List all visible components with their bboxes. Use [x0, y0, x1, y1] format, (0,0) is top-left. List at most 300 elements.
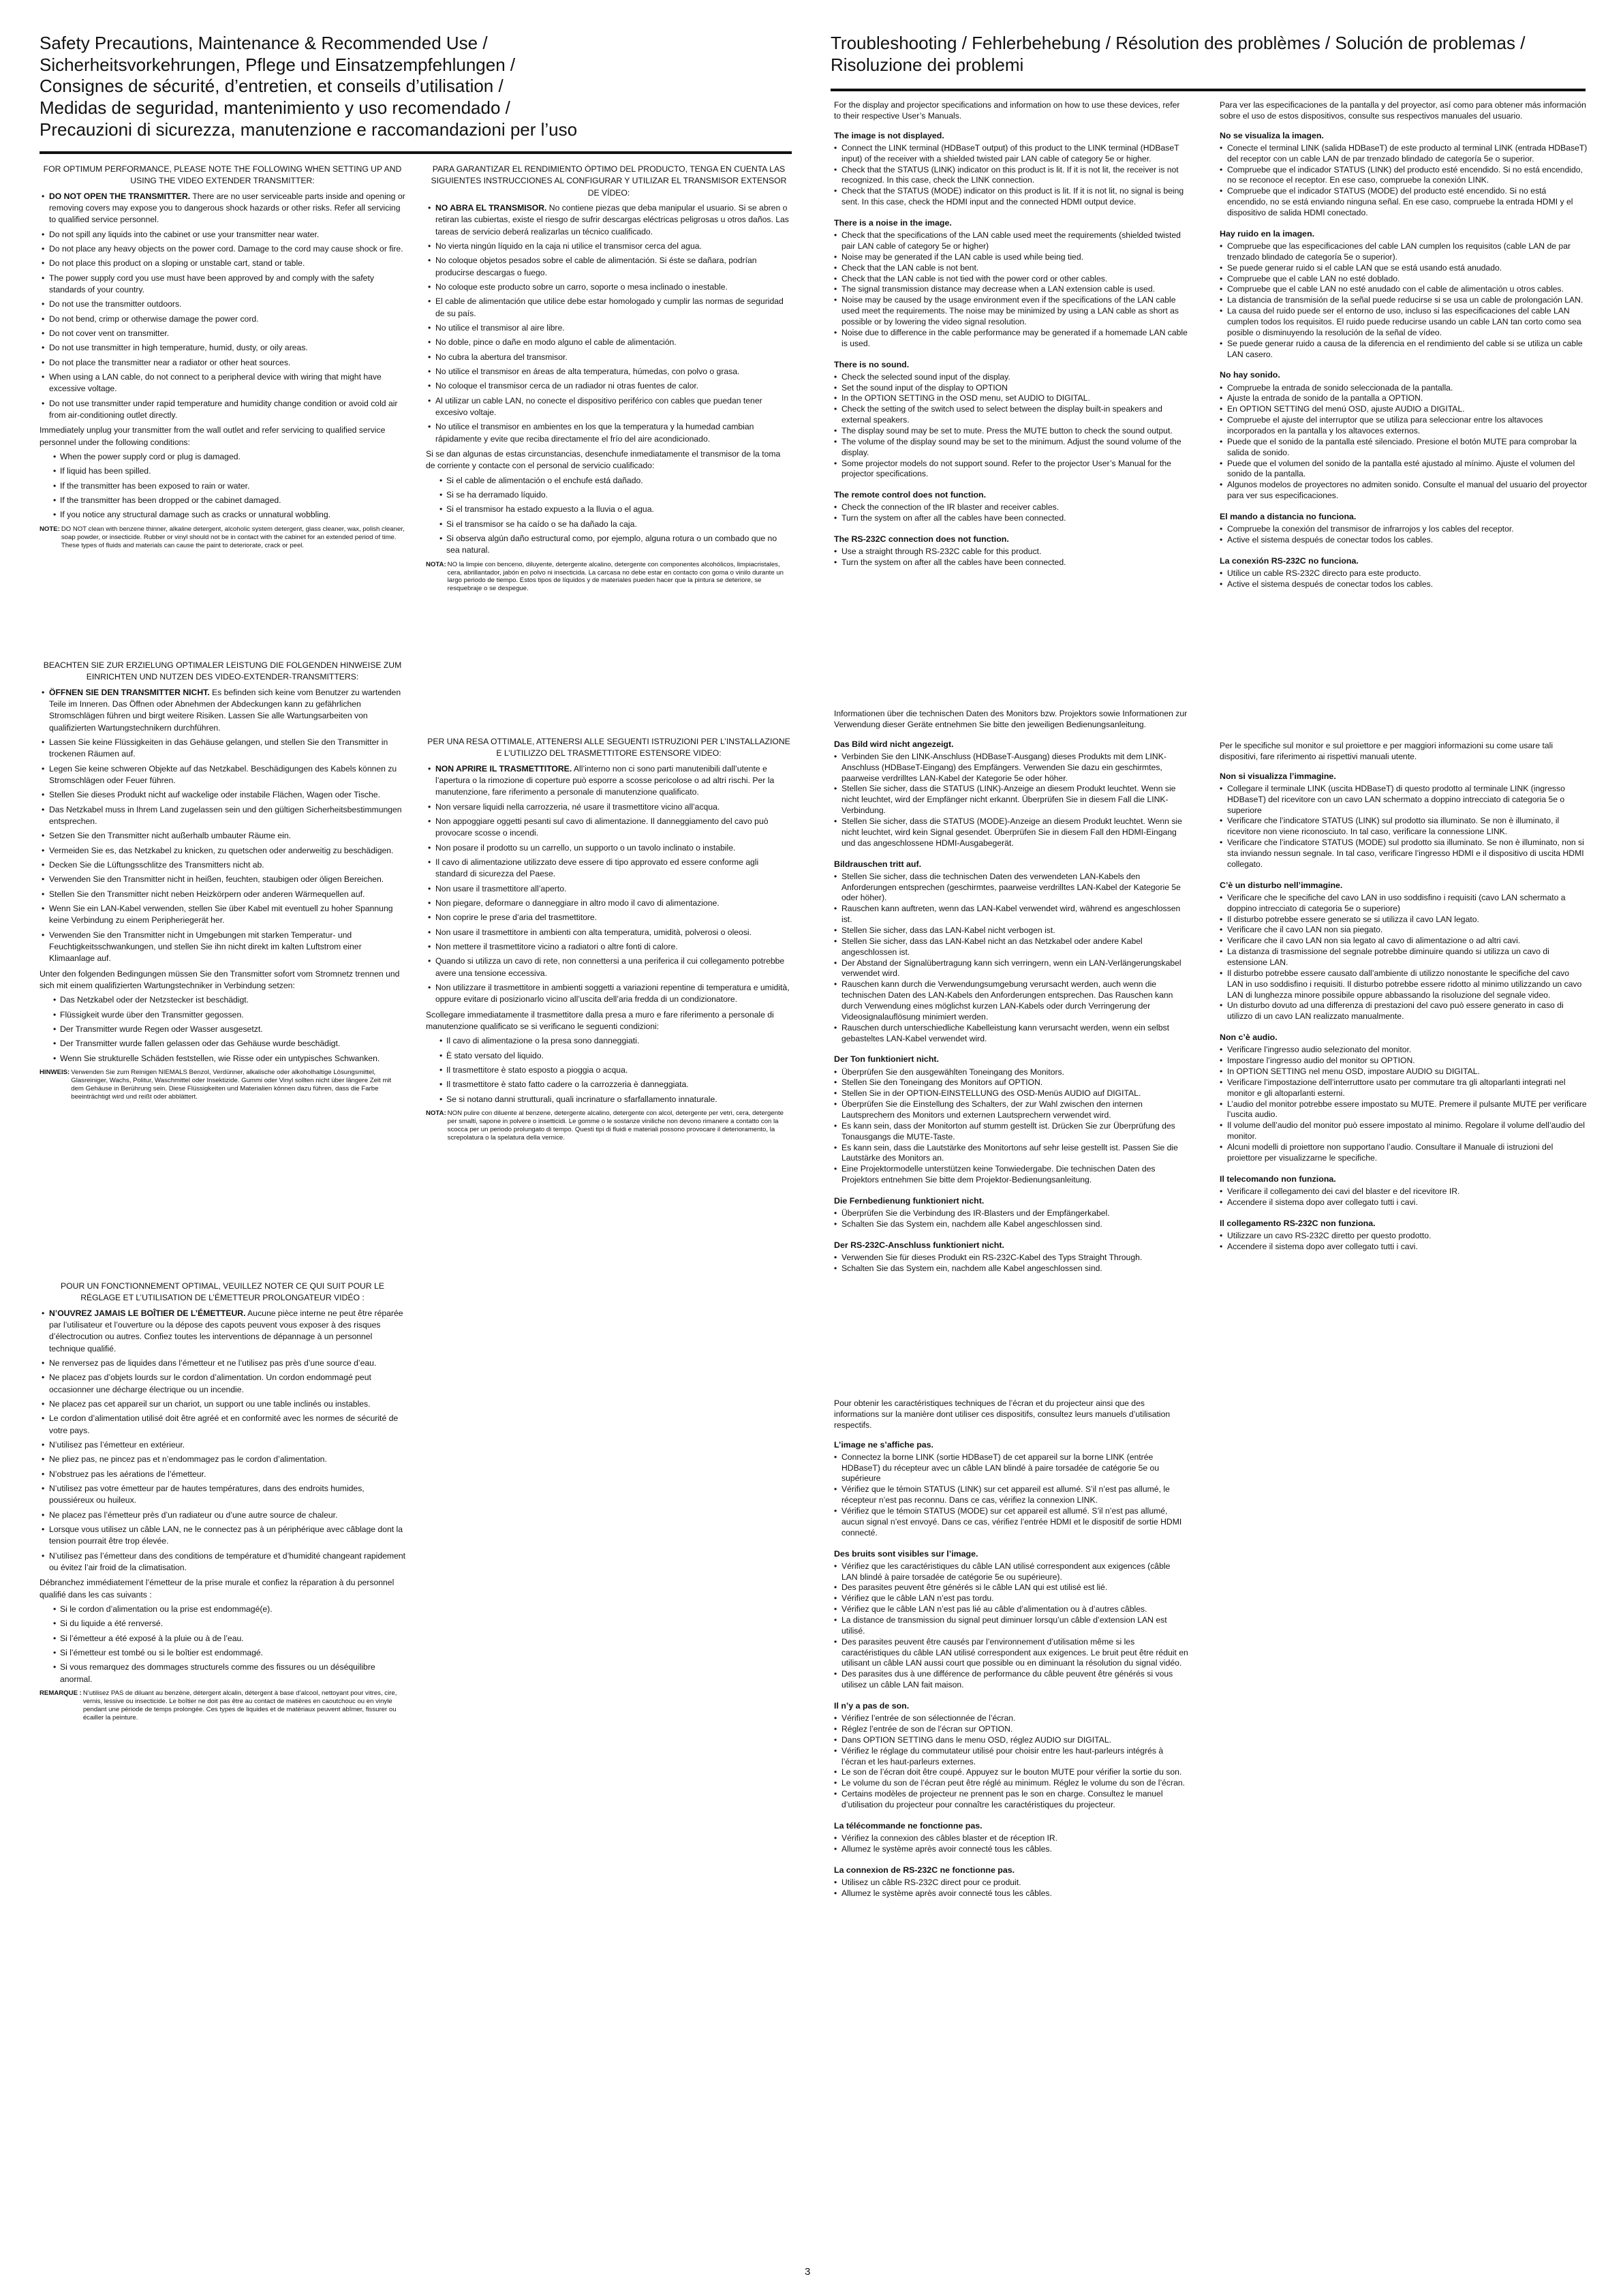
safety-item-text: Do not use the transmitter outdoors.: [49, 299, 182, 309]
safety-es-block: [426, 164, 792, 593]
solution-item: • Überprüfen Sie den ausgewählten Toneingang des Monitors.: [834, 1067, 1188, 1078]
solution-item: • Set the sound input of the display to OPTION: [834, 383, 1188, 394]
safety-item: [40, 1483, 405, 1507]
problem-heading: Des bruits sont visibles sur l’image.: [834, 1548, 978, 1559]
troubleshooting-hint: For the display and projector specifications and information on how to use these devices, refer to their respective User’s Manuals.: [834, 100, 1180, 121]
safety-list: [40, 1308, 405, 1574]
safety-list: [426, 763, 792, 1006]
condition-item: • Si se ha derramado líquido.: [438, 489, 792, 501]
problem-group: [834, 1195, 1188, 1230]
safety-item-bold: DO NOT OPEN THE TRANSMITTER.: [49, 191, 191, 201]
solution-item: • Rauschen durch unterschiedliche Kabelleistung kann verursacht werden, wenn ein selbst gebasteltes LAN-Kabel verwendet wird.: [834, 1023, 1188, 1045]
problem-heading: Die Fernbedienung funktioniert nicht.: [834, 1196, 985, 1206]
title-line: Precauzioni di sicurezza, manutenzione e raccomandazioni per l’uso: [40, 119, 578, 140]
condition-item: • Il cavo di alimentazione o la presa sono danneggiati.: [438, 1035, 792, 1047]
safety-item-text: N’obstruez pas les aérations de l’émetteur.: [49, 1469, 206, 1479]
safety-item: [40, 1524, 405, 1548]
problem-group: [834, 1865, 1188, 1899]
solution-item: • Compruebe que el indicador STATUS (LINK) del producto esté encendido. Si no está encendido, no se reconoce el receptor. En ese caso, compruebe la conexión LINK.: [1220, 165, 1588, 187]
safety-item: [40, 299, 405, 310]
solution-item: • Allumez le système après avoir connecté tous les câbles.: [834, 1888, 1188, 1899]
problem-heading: The RS-232C connection does not function.: [834, 534, 1009, 545]
note-label: REMARQUE :: [40, 1689, 82, 1697]
solution-item: • Check the selected sound input of the display.: [834, 372, 1188, 383]
solution-item: • Schalten Sie das System ein, nachdem alle Kabel angeschlossen sind.: [834, 1264, 1188, 1274]
problem-group: [1220, 228, 1588, 361]
safety-item: [40, 371, 405, 395]
safety-item: [40, 1469, 405, 1480]
solution-item: • Verificare l’ingresso audio selezionato del monitor.: [1220, 1045, 1588, 1056]
solution-item: • Connectez la borne LINK (sortie HDBaseT) de cet appareil sur la borne LINK (entrée HDBaseT) du récepteur avec un câble LAN blindé à paire torsadée de catégorie 5e ou supérieure: [834, 1452, 1188, 1485]
problem-heading: Non si visualizza l’immagine.: [1220, 771, 1336, 781]
solution-item: • Accendere il sistema dopo aver collegato tutti i cavi.: [1220, 1197, 1588, 1208]
solution-item: • Puede que el volumen del sonido de la pantalla esté ajustado al mínimo. Ajuste el volumen del sonido de la pantalla.: [1220, 459, 1588, 480]
solution-item: • Compruebe que las especificaciones del cable LAN cumplen los requisitos (cable LAN de par trenzado blindado de categoría 5e o superior).: [1220, 241, 1588, 263]
solution-item: • Allumez le système après avoir connecté tous les câbles.: [834, 1844, 1188, 1855]
problem-group: [1220, 555, 1588, 590]
safety-item: [40, 804, 405, 828]
safety-item: [426, 801, 792, 813]
safety-item-text: Do not place this product on a sloping or unstable cart, stand or table.: [49, 258, 305, 269]
problem-group: [1220, 511, 1588, 546]
solution-list: [1220, 1045, 1588, 1163]
solution-list: [834, 1452, 1188, 1539]
solution-item: • Check the setting of the switch used to select between the display built-in speakers and external speakers.: [834, 404, 1188, 426]
safety-item: [426, 955, 792, 979]
problem-heading: Il telecomando non funziona.: [1220, 1174, 1336, 1184]
solution-item: • Stellen Sie sicher, dass die STATUS (MODE)-Anzeige an diesem Produkt leuchtet. Wenn sie nicht leuchtet, wird kein Signal gesendet. Überprüfen Sie in diesem Fall den HDMI-Eingang und das angeschlossene HDMI-Ausgabegerät.: [834, 816, 1188, 849]
problem-group: [834, 1700, 1188, 1811]
condition-item: • Si vous remarquez des dommages structurels comme des fissures ou un déséquilibre anormal.: [52, 1662, 405, 1685]
safety-fr-block: [40, 1281, 405, 1722]
safety-item-text: Ne placez pas d’objets lourds sur le cordon d’alimentation. Un cordon endommagé peut occasionner une décharge électrique ou un incendie.: [49, 1373, 371, 1394]
safety-item: [40, 258, 405, 269]
problem-group: [1220, 1032, 1588, 1164]
problem-heading: There is a noise in the image.: [834, 218, 952, 228]
solution-item: • Stellen Sie den Toneingang des Monitors auf OPTION.: [834, 1077, 1188, 1088]
troubleshooting-title: [831, 33, 1601, 76]
safety-item-text: Non versare liquidi nella carrozzeria, né usare il trasmettitore vicino all’acqua.: [435, 801, 720, 812]
safety-item-bold: N’OUVREZ JAMAIS LE BOÎTIER DE L’ÉMETTEUR.: [49, 1308, 246, 1318]
note-text: N’utilisez PAS de diluant au benzène, détergent alcalin, détergent à base d’alcool, nettoyant pour vitres, cire, vernis, lessive ou insecticide. Le boîtier ne doit pas être au contact de matières en caoutchouc ou en vinyle pendant une période de temps prolongée. Ces types de liquides et de matériaux peuvent abîmer, fissurer ou écailler la peinture.: [82, 1689, 397, 1721]
solution-item: • Eine Projektormodelle unterstützen keine Tonwiedergabe. Die technischen Daten des Projektors entnehmen Sie bitte dem Projektor-Bedienungsanleitung.: [834, 1164, 1188, 1186]
safety-item-text: Le cordon d’alimentation utilisé doit être agréé et en conformité avec les normes de sécurité de votre pays.: [49, 1413, 399, 1435]
safety-item-bold: ÖFFNEN SIE DEN TRANSMITTER NICHT.: [49, 687, 210, 697]
solution-list: [1220, 568, 1588, 590]
title-line: Consignes de sécurité, d’entretien, et conseils d’utilisation /: [40, 76, 504, 97]
safety-item: [426, 281, 792, 293]
unplug-text: Débranchez immédiatement l’émetteur de la prise murale et confiez la réparation à du personnel qualifié dans les cas suivants :: [40, 1578, 395, 1599]
problem-heading: No hay sonido.: [1220, 370, 1280, 380]
solution-item: • Verwenden Sie für dieses Produkt ein RS-232C-Kabel des Typs Straight Through.: [834, 1253, 1188, 1264]
note-text: Verwenden Sie zum Reinigen NIEMALS Benzol, Verdünner, alkalische oder alkoholhaltige Lösungsmittel, Glasreiniger, Wachs, Politur, Waschmittel oder Insektizide. Gummi oder Vinyl sollten nicht über längere Zeit mit dem Gehäuse in Berührung sein. Diese Flüssigkeiten und Materialien können dazu führen, dass die Farbe beeinträchtigt wird und reißt oder abblättert.: [71, 1068, 392, 1101]
solution-list: [834, 1833, 1188, 1855]
safety-item-text: Setzen Sie den Transmitter nicht außerhalb umbauter Räume ein.: [49, 831, 291, 841]
solution-item: • Stellen Sie in der OPTION-EINSTELLUNG des OSD-Menüs AUDIO auf DIGITAL.: [834, 1088, 1188, 1099]
solution-item: • Vérifiez que le témoin STATUS (MODE) sur cet appareil est allumé. S’il n’est pas allumé, aucun signal n’est envoyé. Dans ce cas, vérifiez l’entrée HDMI et le dispositif de sortie HDMI connecté.: [834, 1506, 1188, 1539]
condition-item: • Si du liquide a été renversé.: [52, 1618, 405, 1629]
condition-item: • Si l’émetteur a été exposé à la pluie ou à de l’eau.: [52, 1633, 405, 1644]
solution-list: [834, 1561, 1188, 1691]
note-label: NOTA:: [426, 560, 446, 568]
solution-list: [834, 1878, 1188, 1899]
note-block: [426, 1109, 792, 1142]
safety-item: [426, 337, 792, 348]
safety-item: [426, 982, 792, 1006]
solution-list: [1220, 1187, 1588, 1208]
safety-item: [426, 883, 792, 895]
condition-item: • If the transmitter has been dropped or the cabinet damaged.: [52, 495, 405, 506]
safety-item-text: Das Netzkabel muss in Ihrem Land zugelassen sein und den gültigen Sicherheitsbestimmungen entsprechen.: [49, 804, 402, 826]
solution-item: • Algunos modelos de proyectores no admiten sonido. Consulte el manual del usuario del proyector para ver sus especificaciones.: [1220, 480, 1588, 502]
solution-item: • Verificare che le specifiche del cavo LAN in uso soddisfino i requisiti (cavo LAN schermato a doppino intrecciato di categoria 5e o superiore): [1220, 893, 1588, 915]
solution-item: • The display sound may be set to mute. Press the MUTE button to check the sound output.: [834, 426, 1188, 437]
solution-item: • Der Abstand der Signalübertragung kann sich verringern, wenn ein LAN-Verlängerungskabel verwendet wird.: [834, 958, 1188, 980]
problem-heading: Das Bild wird nicht angezeigt.: [834, 739, 954, 749]
note-block: [40, 1069, 405, 1101]
solution-item: • Connect the LINK terminal (HDBaseT output) of this product to the LINK terminal (HDBaseT input) of the receiver with a shielded twisted pair LAN cable of category 5e or higher.: [834, 143, 1188, 165]
solution-item: • Vérifiez que le câble LAN n’est pas tordu.: [834, 1593, 1188, 1604]
safety-item-text: Il cavo di alimentazione utilizzato deve essere di tipo approvato ed essere conforme agli standard di sicurezza del Paese.: [435, 857, 759, 879]
problem-heading: Der Ton funktioniert nicht.: [834, 1054, 939, 1065]
safety-item: [40, 845, 405, 857]
solution-item: • Turn the system on after all the cables have been connected.: [834, 557, 1188, 568]
problem-group: [834, 359, 1188, 480]
solution-item: • Alcuni modelli di proiettore non supportano l’audio. Consultare il Manuale di istruzioni del proiettore per visualizzarne le specifiche.: [1220, 1142, 1588, 1164]
safety-item-text: Non posare il prodotto su un carrello, un supporto o un tavolo inclinato o instabile.: [435, 842, 736, 853]
condition-item: • If the transmitter has been exposed to rain or water.: [52, 480, 405, 492]
note-block: [40, 525, 405, 550]
solution-list: [1220, 524, 1588, 546]
solution-item: • Il disturbo potrebbe essere generato se si utilizza il cavo LAN legato.: [1220, 915, 1588, 925]
solution-item: • Un disturbo dovuto ad una differenza di prestazioni del cavo può essere generato in caso di utilizzo di un cavo LAN realizzato manualmente.: [1220, 1000, 1588, 1022]
solution-list: [834, 872, 1188, 1045]
safety-item-text: Wenn Sie ein LAN-Kabel verwenden, stellen Sie über Kabel mit eventuell zu hoher Spannung keine Verbindung zu einem Peripheriegerät her.: [49, 903, 393, 925]
solution-item: • Accendere il sistema dopo aver collegato tutti i cavi.: [1220, 1242, 1588, 1253]
solution-item: • Utilizzare un cavo RS-232C diretto per questo prodotto.: [1220, 1231, 1588, 1242]
solution-item: • Ajuste la entrada de sonido de la pantalla a OPTION.: [1220, 393, 1588, 404]
solution-item: • En OPTION SETTING del menú OSD, ajuste AUDIO a DIGITAL.: [1220, 404, 1588, 415]
safety-item: [426, 421, 792, 445]
condition-list: [426, 1035, 792, 1105]
safety-item: [426, 941, 792, 953]
safety-title: [40, 33, 775, 141]
safety-item-text: Do not use transmitter in high temperature, humid, dusty, or oily areas.: [49, 343, 308, 353]
condition-item: • If you notice any structural damage such as cracks or unnatural wobbling.: [52, 509, 405, 521]
solution-item: • Stellen Sie sicher, dass das LAN-Kabel nicht verbogen ist.: [834, 925, 1188, 936]
safety-item-text: N’utilisez pas votre émetteur par de hautes températures, dans des endroits humides, poussiéreux ou huileux.: [49, 1483, 365, 1505]
solution-item: • Stellen Sie sicher, dass die technischen Daten des verwendeten LAN-Kabels den Anforderungen entsprechen (geschirmtes, paarweise verdrilltes LAN-Kabel der Kategorie 5e oder höher).: [834, 872, 1188, 904]
safety-item: [426, 857, 792, 881]
troubleshooting-fr-block: [834, 1398, 1188, 1909]
problem-group: [1220, 880, 1588, 1022]
safety-list: [40, 687, 405, 965]
problem-group: [834, 859, 1188, 1045]
solution-item: • Check that the specifications of the LAN cable used meet the requirements (shielded twisted pair LAN cable of category 5e or higher): [834, 230, 1188, 252]
solution-item: • Es kann sein, dass die Lautstärke des Monitortons auf sehr leise gestellt ist. Passen Sie die Lautstärke des Monitors an.: [834, 1143, 1188, 1165]
problem-group: [1220, 1174, 1588, 1208]
safety-item-text: No utilice el transmisor en áreas de alta temperatura, húmedas, con polvo o grasa.: [435, 366, 740, 376]
condition-list: [40, 994, 405, 1065]
solution-item: • In the OPTION SETTING in the OSD menu, set AUDIO to DIGITAL.: [834, 393, 1188, 404]
solution-item: • Active el sistema después de conectar todos los cables.: [1220, 535, 1588, 546]
note-text: DO NOT clean with benzene thinner, alkaline detergent, alcoholic system detergent, glass cleaner, wax, polish cleaner, soap powder, or insecticide. Rubber or vinyl should not be in contact with the cabinet for an extended period of time. These types of fluids and materials can cause the paint to deteriorate, crack or peel.: [61, 525, 405, 549]
safety-item-text: Do not place the transmitter near a radiator or other heat sources.: [49, 357, 291, 367]
solution-item: • La distanza di trasmissione del segnale potrebbe diminuire quando si utilizza un cavo di estensione LAN.: [1220, 947, 1588, 968]
solution-list: [834, 1713, 1188, 1811]
condition-item: • Si observa algún daño estructural como, por ejemplo, alguna rotura o un combado que no sea natural.: [438, 533, 792, 557]
solution-item: • Des parasites peuvent être causés par l’environnement d’utilisation même si les caractéristiques du câble LAN utilisé correspondent aux exigences. Le bruit peut être réduit en utilisant un câble LAN aussi court que possible ou en diminuant la résolution du signal vidéo.: [834, 1637, 1188, 1670]
unplug-text: Si se dan algunas de estas circunstancias, desenchufe inmediatamente el transmisor de la toma de corriente y contacte con el personal de servicio cualificado:: [426, 448, 781, 471]
solution-item: • Noise due to difference in the cable performance may be generated if a homemade LAN cable is used.: [834, 328, 1188, 350]
condition-list: [40, 451, 405, 521]
solution-item: • Compruebe la conexión del transmisor de infrarrojos y los cables del receptor.: [1220, 524, 1588, 535]
safety-item-text: No coloque objetos pesados sobre el cable de alimentación. Si éste se dañara, podrían producirse descargas o fuego.: [435, 256, 757, 277]
condition-item: • If liquid has been spilled.: [52, 465, 405, 477]
safety-item-text: The power supply cord you use must have been approved by and comply with the safety standards of your country.: [49, 273, 374, 294]
solution-item: • Certains modèles de projecteur ne prennent pas le son en charge. Consultez le manuel d’utilisation du projecteur pour connaître les caractéristiques du projecteur.: [834, 1789, 1188, 1811]
condition-item: • Si el cable de alimentación o el enchufe está dañado.: [438, 475, 792, 487]
safety-item: [40, 889, 405, 900]
safety-item: [40, 874, 405, 885]
solution-item: • Überprüfen Sie die Einstellung des Schalters, der zur Wahl zwischen den internen Lautsprechern des Monitors und externen Lautsprechern verwendet wird.: [834, 1099, 1188, 1121]
safety-item-text: Quando si utilizza un cavo di rete, non connettersi a una periferica il cui collegamento potrebbe avere una tensione eccessiva.: [435, 956, 785, 978]
solution-list: [834, 230, 1188, 349]
unplug-text: Immediately unplug your transmitter from the wall outlet and refer servicing to qualified service personnel under the following conditions:: [40, 425, 386, 447]
solution-list: [834, 752, 1188, 849]
problem-group: [834, 739, 1188, 849]
solution-item: • Puede que el sonido de la pantalla esté silenciado. Presione el botón MUTE para comprobar la salida de sonido.: [1220, 437, 1588, 459]
safety-item: [426, 395, 792, 419]
note-text: NO la limpie con benceno, diluyente, detergente alcalino, detergente con componentes alcohólicos, limpiacristales, cera, abrillantador, jabón en polvo ni insecticida. La carcasa no debe estar en contacto con goma o vinilo durante un largo periodo de tiempo. Estos tipos de líquidos y de materiales pueden hacer que la pintura se deteriore, se resquebraje o se despegue.: [447, 560, 784, 593]
solution-item: • Überprüfen Sie die Verbindung des IR-Blasters und der Empfängerkabel.: [834, 1208, 1188, 1219]
safety-item-text: El cable de alimentación que utilice debe estar homologado y cumplir las normas de seguridad de su país.: [435, 296, 784, 318]
condition-item: • Si el transmisor se ha caído o se ha dañado la caja.: [438, 519, 792, 530]
safety-item-text: Lassen Sie keine Flüssigkeiten in das Gehäuse gelangen, und stellen Sie den Transmitter in trockenen Räumen auf.: [49, 737, 388, 759]
safety-en-block: [40, 164, 405, 549]
solution-item: • Check that the LAN cable is not bent.: [834, 263, 1188, 274]
safety-item: [40, 763, 405, 787]
safety-item: [426, 842, 792, 854]
condition-item: • Il trasmettitore è stato esposto a pioggia o acqua.: [438, 1065, 792, 1076]
solution-item: • Compruebe que el cable LAN no esté doblado.: [1220, 274, 1588, 285]
solution-item: • Rauschen kann auftreten, wenn das LAN-Kabel verwendet wird, während es angeschlossen ist.: [834, 904, 1188, 925]
safety-item-text: Decken Sie die Lüftungsschlitze des Transmitters nicht ab.: [49, 859, 264, 870]
condition-item: • Si le cordon d’alimentation ou la prise est endommagé(e).: [52, 1604, 405, 1615]
title-line: Risoluzione dei problemi: [831, 54, 1024, 75]
condition-item: • Si el transmisor ha estado expuesto a la lluvia o el agua.: [438, 504, 792, 515]
condition-list: [426, 475, 792, 557]
problem-group: [1220, 130, 1588, 219]
safety-item: [426, 202, 792, 238]
problem-heading: Hay ruido en la imagen.: [1220, 228, 1315, 239]
problem-heading: La conexión RS-232C no funciona.: [1220, 555, 1359, 566]
condition-item: • Der Transmitter wurde Regen oder Wasser ausgesetzt.: [52, 1024, 405, 1035]
unplug-text: Unter den folgenden Bedingungen müssen Sie den Transmitter sofort vom Stromnetz trennen und sich mit einem qualifizierten Wartungstechniker in Verbindung setzen:: [40, 968, 400, 990]
solution-item: • Utilice un cable RS-232C directo para este producto.: [1220, 568, 1588, 579]
safety-item-text: There are no user serviceable parts inside and opening or removing covers may expose you to dangerous shock hazards or other risks. Refer all servicing to qualified service personnel.: [49, 191, 405, 225]
problem-heading: L’image ne s’affiche pas.: [834, 1439, 933, 1450]
safety-item-text: No coloque este producto sobre un carro, soporte o mesa inclinado o inestable.: [435, 281, 728, 292]
solution-list: [1220, 383, 1588, 502]
title-line: Sicherheitsvorkehrungen, Pflege und Einsatzempfehlungen /: [40, 54, 516, 75]
condition-item: • È stato versato del liquido.: [438, 1050, 792, 1062]
solution-item: • Impostare l’ingresso audio del monitor su OPTION.: [1220, 1056, 1588, 1067]
solution-item: • L’audio del monitor potrebbe essere impostato su MUTE. Premere il pulsante MUTE per verificare l’uscita audio.: [1220, 1099, 1588, 1121]
solution-item: • Verificare che il cavo LAN non sia legato al cavo di alimentazione o ad altri cavi.: [1220, 936, 1588, 947]
problem-heading: The image is not displayed.: [834, 130, 944, 140]
problem-heading: La connexion de RS-232C ne fonctionne pas.: [834, 1865, 1015, 1875]
safety-item: [40, 1550, 405, 1574]
safety-list: [40, 191, 405, 422]
safety-item: [40, 1413, 405, 1437]
problem-heading: El mando a distancia no funciona.: [1220, 512, 1357, 522]
problem-group: [834, 1548, 1188, 1691]
safety-item: [40, 737, 405, 761]
safety-item: [40, 342, 405, 354]
problem-group: [834, 1820, 1188, 1855]
problem-group: [834, 1054, 1188, 1186]
safety-item-text: No utilice el transmisor al aire libre.: [435, 322, 565, 333]
troubleshooting-hint: Pour obtenir les caractéristiques techniques de l’écran et du projecteur ainsi que des informations sur la manière dont utiliser ces dispositifs, consultez leurs manuels d’utilisation respectifs.: [834, 1398, 1171, 1430]
safety-item-text: No contiene piezas que deba manipular el usuario. Si se abren o retiran las cubiertas, existe el riesgo de sufrir descargas eléctricas peligrosas u otros daños. Las tareas de servicio deberá realizarlas un técnico cualificado.: [435, 202, 789, 236]
title-line: Medidas de seguridad, mantenimiento y uso recomendado /: [40, 97, 510, 119]
solution-item: • Verificare l’impostazione dell’interruttore usato per commutare tra gli altoparlanti integrati nel monitor e gli altoparlanti esterni.: [1220, 1077, 1588, 1099]
solution-item: • The volume of the display sound may be set to the minimum. Adjust the sound volume of the display.: [834, 437, 1188, 459]
solution-list: [834, 1253, 1188, 1274]
solution-item: • Verificare che l’indicatore STATUS (MODE) sul prodotto sia illuminato. Se non è illuminato, non si sta inviando nessun segnale. In tal caso, verificare l’ingresso HDMI e il dispositivo di uscita HDMI collegato.: [1220, 838, 1588, 870]
solution-item: • Compruebe que el cable LAN no esté anudado con el cable de alimentación u otros cables.: [1220, 284, 1588, 295]
safety-item-text: Non mettere il trasmettitore vicino a radiatori o altre fonti di calore.: [435, 941, 678, 951]
solution-item: • Verificare il collegamento dei cavi del blaster e del ricevitore IR.: [1220, 1187, 1588, 1197]
solution-item: • Some projector models do not support sound. Refer to the projector User’s Manual for the projector specifications.: [834, 459, 1188, 480]
safety-item-text: Stellen Sie dieses Produkt nicht auf wackelige oder instabile Flächen, Wagen oder Tische.: [49, 790, 380, 800]
safety-item: [40, 859, 405, 871]
condition-item: • Se si notano danni strutturali, quali incrinature o sfarfallamento innaturale.: [438, 1094, 792, 1105]
solution-list: [834, 1067, 1188, 1186]
solution-item: • Vérifiez l’entrée de son sélectionnée de l’écran.: [834, 1713, 1188, 1724]
title-line: Safety Precautions, Maintenance & Recommended Use /: [40, 33, 488, 53]
problem-group: [834, 217, 1188, 350]
problem-heading: Bildrauschen tritt auf.: [834, 859, 922, 869]
safety-item-text: Stellen Sie den Transmitter nicht neben Heizkörpern oder anderen Wärmequellen auf.: [49, 889, 365, 899]
problem-group: [834, 489, 1188, 524]
safety-item: [40, 328, 405, 339]
safety-item-text: Non coprire le prese d’aria del trasmettitore.: [435, 913, 598, 923]
solution-item: • La distance de transmission du signal peut diminuer lorsqu’un câble d’extension LAN est utilisé.: [834, 1615, 1188, 1637]
problem-heading: Il collegamento RS-232C non funziona.: [1220, 1218, 1376, 1228]
solution-item: • Check the connection of the IR blaster and receiver cables.: [834, 502, 1188, 513]
solution-item: • Compruebe que el indicador STATUS (MODE) del producto esté encendido. Si no está encendido, no se está enviando ninguna señal. En ese caso, compruebe la entrada HDMI y el dispositivo de salida HDMI conectado.: [1220, 186, 1588, 219]
safety-item-text: Verwenden Sie den Transmitter nicht in heißen, feuchten, staubigen oder öligen Bereichen.: [49, 874, 384, 885]
solution-item: • Il volume dell’audio del monitor può essere impostato al minimo. Regolare il volume dell’audio del monitor.: [1220, 1120, 1588, 1142]
solution-item: • Vérifiez que le câble LAN n’est pas lié au câble d’alimentation ou à d’autres câbles.: [834, 1604, 1188, 1615]
troubleshooting-title-rule: [831, 89, 1586, 91]
safety-item: [426, 241, 792, 252]
solution-item: • In OPTION SETTING nel menu OSD, impostare AUDIO su DIGITAL.: [1220, 1067, 1588, 1077]
problem-heading: Non c’è audio.: [1220, 1032, 1278, 1043]
safety-item-text: No utilice el transmisor en ambientes en los que la temperatura y la humedad cambian rápidamente y evite que reciba directamente el frío del aire acondicionado.: [435, 422, 754, 444]
safety-item: [426, 763, 792, 799]
safety-item-bold: NO ABRA EL TRANSMISOR.: [435, 202, 547, 213]
safety-intro: BEACHTEN SIE ZUR ERZIELUNG OPTIMALER LEISTUNG DIE FOLGENDEN HINWEISE ZUM EINRICHTEN UND NUTZEN DES VIDEO-EXTENDER-TRANSMITTERS:: [43, 660, 402, 682]
troubleshooting-hint: Per le specifiche sul monitor e sul proiettore e per maggiori informazioni su come usare tali dispositivi, fare riferimento ai rispettivi manuali utente.: [1220, 741, 1554, 761]
safety-item: [426, 255, 792, 279]
solution-item: • Collegare il terminale LINK (uscita HDBaseT) di questo prodotto al terminale LINK (ingresso HDBaseT) del ricevitore con un cavo LAN schermato a doppino intrecciato di categoria 5e o superiore: [1220, 784, 1588, 816]
safety-item-text: Lorsque vous utilisez un câble LAN, ne le connectez pas à un périphérique avec câblage dont la tension pourrait être trop élevée.: [49, 1524, 403, 1546]
solution-item: • Vérifiez le réglage du commutateur utilisé pour choisir entre les haut-parleurs intégrés à l’écran et les haut-parleurs externes.: [834, 1746, 1188, 1768]
safety-item-text: Ne placez pas l’émetteur près d’un radiateur ou d’une autre source de chaleur.: [49, 1510, 338, 1520]
solution-item: • Il disturbo potrebbe essere causato dall’ambiente di utilizzo nonostante le specifiche del cavo LAN in uso soddisfino i requisiti. Il disturbo potrebbe essere ridotto al minimo utilizzando un cavo LAN di lunghezza minore possibile oppure abbassando la risoluzione del segnale video.: [1220, 968, 1588, 1001]
solution-list: [834, 143, 1188, 208]
safety-item: [40, 191, 405, 226]
safety-item-text: No vierta ningún líquido en la caja ni utilice el transmisor cerca del agua.: [435, 241, 702, 251]
safety-item-text: Es befinden sich keine vom Benutzer zu wartenden Teile im Inneren. Das Öffnen oder Abnehmen der Abdeckungen kann zu gefährlichen Stromschlägen führen und birgt weitere Risiken. Lassen Sie alle Wartungsarbeiten von qualifizierten Wartungstechnikern durchführen.: [49, 687, 401, 733]
problem-heading: La télécommande ne fonctionne pas.: [834, 1820, 983, 1831]
safety-intro: PER UNA RESA OTTIMALE, ATTENERSI ALLE SEGUENTI ISTRUZIONI PER L’INSTALLAZIONE E L’UTILIZZO DEL TRASMETTITORE ESTENSORE VIDEO:: [427, 737, 790, 759]
solution-list: [834, 1208, 1188, 1230]
note-text: NON pulire con diluente al benzene, detergente alcalino, detergente con alcol, detergente per vetri, cera, detergente per smalti, sapone in polvere o insetticidi. Le gomme o le sostanze viniliche non devono rimanere a contatto con la scocca per un periodo prolungato di tempo. Questi tipi di fluidi e materiali possono provocare il deterioramento, la screpolatura o la spelatura della vernice.: [447, 1109, 784, 1142]
problem-heading: There is no sound.: [834, 359, 910, 369]
troubleshooting-hint: Informationen über die technischen Daten des Monitors bzw. Projektors sowie Informationen zur Verwendung dieser Geräte entnehmen Sie bitte den jeweiligen Bedienungsanleitung.: [834, 709, 1188, 729]
solution-item: • Vérifiez que les caractéristiques du câble LAN utilisé correspondent aux exigences (câble LAN blindé à paire torsadée de catégorie 5e ou supérieure).: [834, 1561, 1188, 1583]
solution-list: [1220, 241, 1588, 360]
safety-item-text: Ne renversez pas de liquides dans l’émetteur et ne l’utilisez pas près d’une source d’eau.: [49, 1358, 377, 1368]
solution-list: [1220, 1231, 1588, 1253]
problem-heading: C’è un disturbo nell’immagine.: [1220, 880, 1343, 890]
solution-item: • Des parasites dus à une différence de performance du câble peuvent être générés si vous utilisez un câble LAN fait maison.: [834, 1669, 1188, 1691]
safety-item-text: Ne placez pas cet appareil sur un chariot, un support ou une table inclinés ou instables.: [49, 1398, 371, 1409]
safety-item: [40, 1358, 405, 1369]
troubleshooting-it-block: [1220, 741, 1588, 1261]
safety-item: [40, 830, 405, 842]
solution-item: • Le son de l’écran doit être coupé. Appuyez sur le bouton MUTE pour vérifier la sortie du son.: [834, 1767, 1188, 1778]
solution-item: • Stellen Sie sicher, dass die STATUS (LINK)-Anzeige an diesem Produkt leuchtet. Wenn sie nicht leuchtet, wird der Empfänger nicht erkannt. Überprüfen Sie in diesem Fall die LINK-Verbindung.: [834, 784, 1188, 816]
safety-de-block: [40, 660, 405, 1101]
problem-group: [1220, 771, 1588, 870]
solution-item: • Verificare che l’indicatore STATUS (LINK) sul prodotto sia illuminato. Se non è illuminato, il ricevitore non viene riconosciuto. In tal caso, verificare la connessione LINK.: [1220, 816, 1588, 838]
safety-item: [40, 1372, 405, 1396]
safety-item-text: Verwenden Sie den Transmitter nicht in Umgebungen mit starken Temperatur- und Feuchtigkeitsschwankungen, und stellen Sie ihn nicht direkt im kalten Luftstrom einer Klimaanlage auf.: [49, 930, 362, 964]
note-label: NOTA:: [426, 1109, 446, 1117]
note-block: [40, 1689, 405, 1722]
safety-item: [426, 366, 792, 378]
troubleshooting-de-block: [834, 709, 1188, 1284]
solution-item: • Noise may be generated if the LAN cable is used while being tied.: [834, 252, 1188, 263]
solution-item: • Se puede generar ruido si el cable LAN que se está usando está anudado.: [1220, 263, 1588, 274]
safety-item: [40, 357, 405, 369]
solution-item: • The signal transmission distance may decrease when a LAN extension cable is used.: [834, 284, 1188, 295]
safety-item-text: Legen Sie keine schweren Objekte auf das Netzkabel. Beschädigungen des Kabels können zu Stromschlägen oder Feuer führen.: [49, 763, 397, 785]
condition-item: • Flüssigkeit wurde über den Transmitter gegossen.: [52, 1009, 405, 1021]
condition-item: • Wenn Sie strukturelle Schäden feststellen, wie Risse oder ein untypisches Schwanken.: [52, 1053, 405, 1065]
solution-item: • Utilisez un câble RS-232C direct pour ce produit.: [834, 1878, 1188, 1888]
unplug-text: Scollegare immediatamente il trasmettitore dalla presa a muro e fare riferimento a personale di manutenzione qualificato se si verificano le seguenti condizioni:: [426, 1009, 774, 1031]
safety-item-text: Do not place any heavy objects on the power cord. Damage to the cord may cause shock or fire.: [49, 243, 403, 254]
safety-item-text: Do not spill any liquids into the cabinet or use your transmitter near water.: [49, 229, 320, 239]
solution-item: • Active el sistema después de conectar todos los cables.: [1220, 579, 1588, 590]
safety-item: [40, 243, 405, 255]
safety-item-text: Non usare il trasmettitore in ambienti con alta temperatura, umidità, polverosi o oleosi.: [435, 927, 752, 937]
safety-it-block: [426, 736, 792, 1142]
solution-item: • Des parasites peuvent être générés si le câble LAN qui est utilisé est lié.: [834, 1582, 1188, 1593]
solution-item: • Use a straight through RS-232C cable for this product.: [834, 547, 1188, 557]
safety-item-text: Do not bend, crimp or otherwise damage the power cord.: [49, 313, 259, 324]
solution-item: • Compruebe la entrada de sonido seleccionada de la pantalla.: [1220, 383, 1588, 394]
safety-item: [40, 1398, 405, 1410]
solution-item: • Vérifiez la connexion des câbles blaster et de réception IR.: [834, 1833, 1188, 1844]
safety-intro: FOR OPTIMUM PERFORMANCE, PLEASE NOTE THE FOLLOWING WHEN SETTING UP AND USING THE VIDEO EXTENDER TRANSMITTER:: [43, 164, 402, 186]
